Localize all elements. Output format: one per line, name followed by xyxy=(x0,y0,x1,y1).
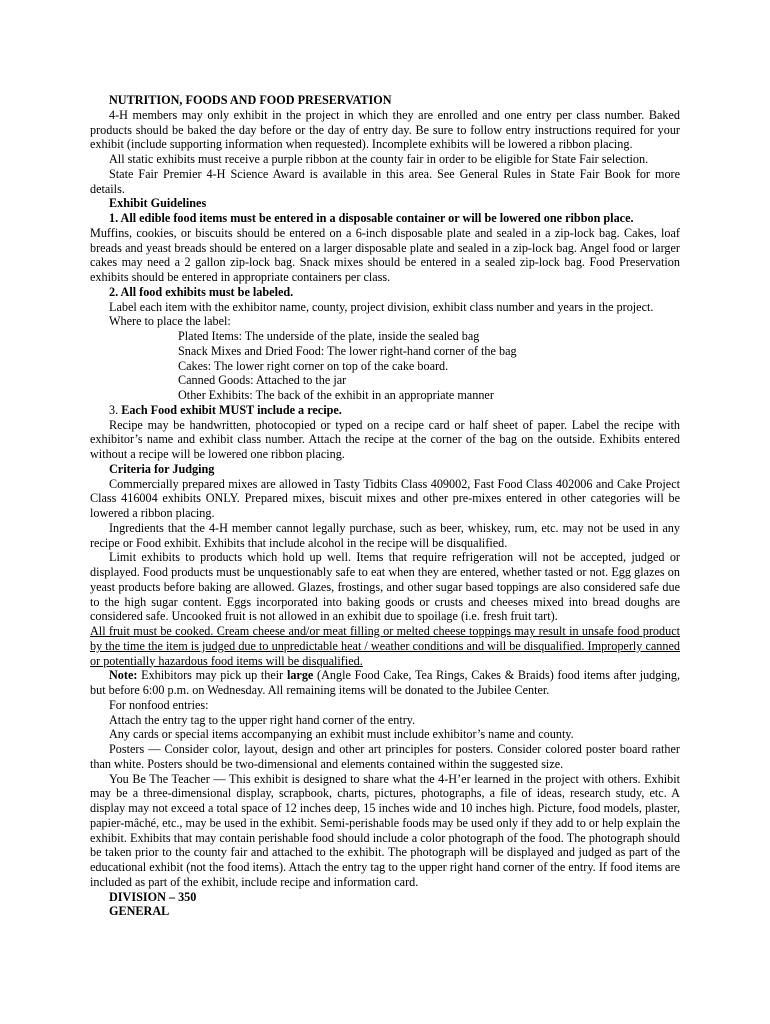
note-paragraph xyxy=(90,668,680,698)
you-be-the-teacher-paragraph: You Be The Teacher — This exhibit is designed to share what the 4-H’er learned in the project with others. Exhibit may be a three-dimensional display, scrapbook, charts, pictures, photographs, a file of ideas, research study, etc. A display may not exceed a total space of 12 inches deep, 15 inches wide and 10 inches high. Picture, food models, plaster, papier-mâché, etc., may be used in the exhibit. Semi-perishable foods may be used only if they add to or help explain the exhibit. Exhibits that may contain perishable food should include a color photograph of the food. The photograph should be taken prior to the county fair and attached to the exhibit. The photograph will be displayed and judged as part of the educational exhibit (not the food items). Attach the entry tag to the upper right hand corner of the entry. If food items are included as part of the exhibit, include recipe and information card. xyxy=(90,771,680,889)
nonfood-heading: For nonfood entries: xyxy=(109,697,209,712)
criteria-paragraph: Ingredients that the 4-H member cannot legally purchase, such as beer, whiskey, rum, etc. may not be used in any recipe or Food exhibit. Exhibits that include alcohol in the recipe will be disqualified. xyxy=(90,520,680,550)
rule-3-heading: Each Food exhibit MUST include a recipe. xyxy=(121,402,342,417)
note-text: Exhibitors may pick up their xyxy=(137,668,287,683)
general-heading: GENERAL xyxy=(109,904,170,919)
rule-2-text: Label each item with the exhibitor name, county, project division, exhibit class number and years in the project. xyxy=(109,299,654,314)
label-placement-item: Other Exhibits: The back of the exhibit in an appropriate manner xyxy=(178,388,494,402)
intro-paragraph: State Fair Premier 4-H Science Award is available in this area. See General Rules in State Fair Book for more details. xyxy=(90,166,680,196)
criteria-heading: Criteria for Judging xyxy=(109,461,215,476)
rule-1-heading: 1. All edible food items must be entered in a disposable container or will be lowered one ribbon place. xyxy=(109,211,634,225)
rule-1-text: Muffins, cookies, or biscuits should be entered on a 6-inch disposable plate and sealed in a zip-lock bag. Cakes, loaf breads and yeast breads should be entered on a larger disposable plate and sealed in a zip-lock bag. Angel food or larger cakes may need a 2 gallon zip-lock bag. Snack mixes should be entered in a sealed zip-lock bag. Food Preservation exhibits should be entered in appropriate containers per class. xyxy=(90,225,680,284)
division-heading: DIVISION – 350 xyxy=(109,889,197,904)
intro-paragraph: All static exhibits must receive a purple ribbon at the county fair in order to be eligible for State Fair selection. xyxy=(109,152,649,166)
criteria-warning-underlined: All fruit must be cooked. Cream cheese and/or meat filling or melted cheese toppings may result in unsafe food product by the time the item is judged due to unpredictable heat / weather conditions and will be disqualified. Improperly canned or potentially hazardous food items will be disqualified. xyxy=(90,624,680,668)
exhibit-guidelines-heading: Exhibit Guidelines xyxy=(109,196,207,211)
label-placement-item: Canned Goods: Attached to the jar xyxy=(178,373,347,388)
rule-3-text: Recipe may be handwritten, photocopied or typed on a recipe card or half sheet of paper. Label the recipe with exhibitor’s name and exhibit class number. Attach the recipe at the corner of the bag on the outside. Exhibits entered without a recipe will be lowered one ribbon placing. xyxy=(90,417,680,461)
criteria-paragraph: Limit exhibits to products which hold up well. Items that require refrigeration will not be accepted, judged or displayed. Food products must be unquestionably safe to eat when they are entered, whether tasted or not. Egg glazes on yeast products before baking are allowed. Glazes, frostings, and other sugar based toppings are also considered safe due to the high sugar content. Eggs incorporated into baking goods or crusts and cheeses mixed into bread doughs are considered safe. Uncooked fruit is not allowed in an exhibit due to spoilage (i.e. fresh fruit tart). xyxy=(90,550,680,624)
nonfood-paragraph: Any cards or special items accompanying an exhibit must include exhibitor’s name and county. xyxy=(109,727,574,742)
rule-3-heading-line xyxy=(90,403,680,418)
rule-2-heading: 2. All food exhibits must be labeled. xyxy=(109,284,294,299)
label-placement-item: Snack Mixes and Dried Food: The lower right-hand corner of the bag xyxy=(178,343,517,358)
rule-3-number: 3. xyxy=(109,402,122,417)
nonfood-paragraph: Attach the entry tag to the upper right hand corner of the entry. xyxy=(109,712,416,727)
document-page xyxy=(90,93,680,919)
criteria-paragraph: Commercially prepared mixes are allowed in Tasty Tidbits Class 409002, Fast Food Class 402006 and Cake Project Class 416004 exhibits ONLY. Prepared mixes, biscuit mixes and other pre-mixes entered in other categories will be lowered a ribbon placing. xyxy=(90,476,680,520)
label-placement-intro: Where to place the label: xyxy=(109,314,231,329)
note-label: Note: xyxy=(109,668,138,683)
note-bold-word: large xyxy=(286,668,314,683)
intro-paragraph: 4-H members may only exhibit in the project in which they are enrolled and one entry per class number. Baked products should be baked the day before or the day of entry day. Be sure to follow entry instructions required for your exhibit (include supporting information when requested). Incomplete exhibits will be lowered a ribbon placing. xyxy=(90,107,680,152)
label-placement-item: Plated Items: The underside of the plate, inside the sealed bag xyxy=(178,329,480,343)
note-text: (Angle Food Cake, Tea Rings, Cakes & Braids) food items after judging, but before 6:00 p.m. on Wednesday. All remaining items will be donated to the Jubilee Center. xyxy=(90,668,680,697)
label-placement-item: Cakes: The lower right corner on top of the cake board. xyxy=(178,358,449,373)
posters-paragraph: Posters — Consider color, layout, design and other art principles for posters. Consider colored poster board rather than white. Posters should be two-dimensional and elements contained within the suggested size. xyxy=(90,742,680,771)
page-title: NUTRITION, FOODS AND FOOD PRESERVATION xyxy=(109,93,392,107)
